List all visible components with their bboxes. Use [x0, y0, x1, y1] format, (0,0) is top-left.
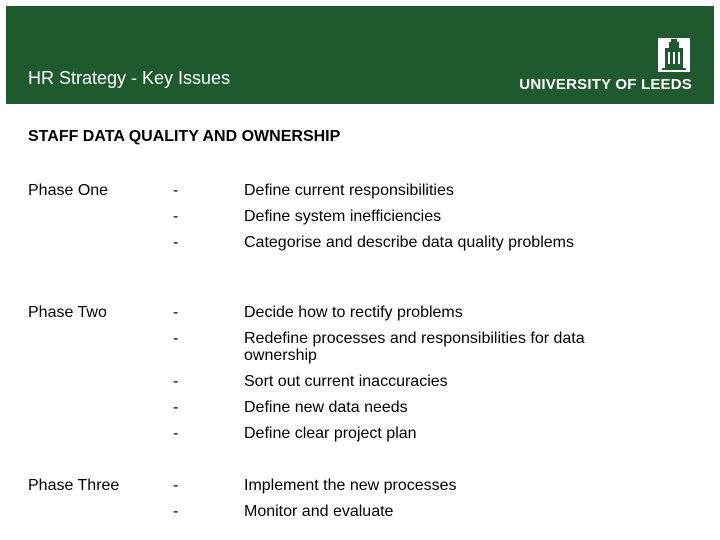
list-item-text: Define new data needs [244, 399, 408, 416]
university-logo [492, 38, 692, 98]
list-item [28, 399, 688, 416]
list-item [28, 330, 688, 364]
list-item [28, 234, 688, 251]
bullet-dash: - [173, 208, 179, 225]
bullet-dash: - [173, 330, 179, 347]
list-item [28, 182, 688, 199]
list-item-text: Implement the new processes [244, 477, 457, 494]
bullet-dash: - [173, 399, 179, 416]
list-item [28, 208, 688, 225]
phase-items [28, 182, 688, 251]
list-item [28, 304, 688, 321]
list-item-text: Decide how to rectify problems [244, 304, 463, 321]
phase-label: Phase One [28, 182, 109, 199]
bullet-dash: - [173, 234, 179, 251]
list-item-text: Monitor and evaluate [244, 503, 394, 520]
list-item-text: Define system inefficiencies [244, 208, 442, 225]
list-item [28, 503, 688, 520]
bullet-dash: - [173, 373, 179, 390]
bullet-dash: - [173, 425, 179, 442]
phase-items [28, 304, 688, 442]
list-item-text: Sort out current inaccuracies [244, 373, 448, 390]
phase-label: Phase Three [28, 477, 120, 494]
list-item-text: Define current responsibilities [244, 182, 454, 199]
header-banner [6, 6, 714, 104]
university-crest-icon [658, 38, 690, 72]
bullet-dash: - [173, 304, 179, 321]
list-item [28, 425, 688, 442]
bullet-dash: - [173, 503, 179, 520]
section-heading: STAFF DATA QUALITY AND OWNERSHIP [28, 128, 341, 145]
bullet-dash: - [173, 477, 179, 494]
list-item [28, 373, 688, 390]
logo-text: UNIVERSITY OF LEEDS [519, 76, 692, 93]
list-item-text: Categorise and describe data quality problems [244, 234, 574, 251]
list-item-text: Redefine processes and responsibilities for data ownership [244, 330, 585, 364]
list-item-text: Define clear project plan [244, 425, 417, 442]
list-item [28, 477, 688, 494]
bullet-dash: - [173, 182, 179, 199]
phase-label: Phase Two [28, 304, 107, 321]
slide-title: HR Strategy - Key Issues [28, 68, 231, 88]
phase-items [28, 477, 688, 520]
